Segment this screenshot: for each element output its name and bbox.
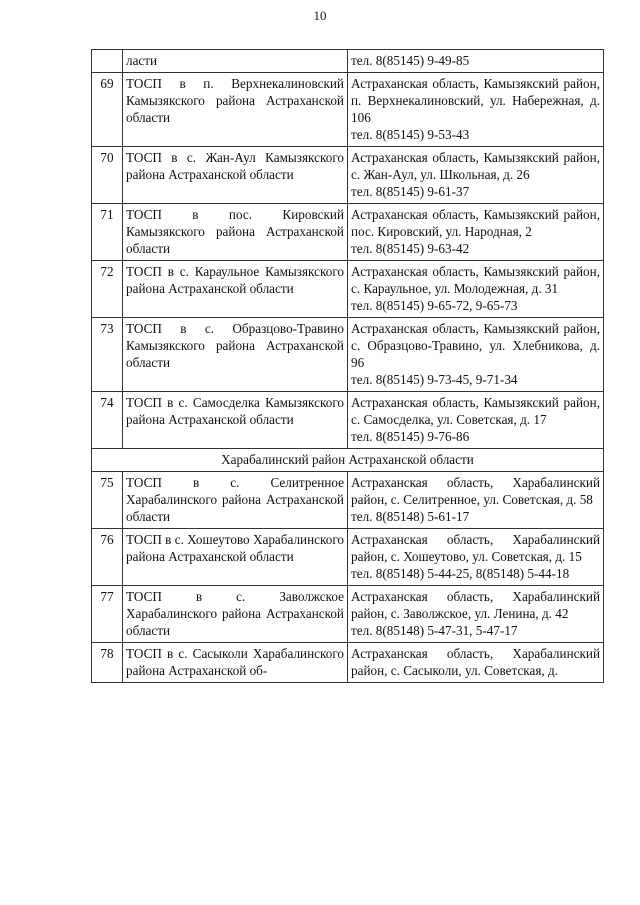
- phone-line: тел. 8(85145) 9-63-42: [351, 241, 470, 256]
- phone-line: тел. 8(85145) 9-76-86: [351, 429, 470, 444]
- phone-line: тел. 8(85145) 9-73-45, 9-71-34: [351, 372, 518, 387]
- office-address: [348, 392, 604, 449]
- row-number: 74: [92, 392, 123, 449]
- office-name: ТОСП в с. Селитренное Харабалинского района Астраханской области: [123, 472, 348, 529]
- table-row: [92, 392, 604, 449]
- office-address: [348, 472, 604, 529]
- row-number: 78: [92, 643, 123, 683]
- table-row: [92, 204, 604, 261]
- table-row: [92, 643, 604, 683]
- address-line: Астраханская область, Харабалинский район, с. Сасыколи, ул. Советская, д.: [351, 646, 600, 678]
- office-address: [348, 261, 604, 318]
- office-address: [348, 204, 604, 261]
- table-row: [92, 472, 604, 529]
- section-title: Харабалинский район Астраханской области: [92, 449, 604, 472]
- row-number: 71: [92, 204, 123, 261]
- office-name: ТОСП в с. Караульное Камызякского района Астраханской области: [123, 261, 348, 318]
- row-number: 76: [92, 529, 123, 586]
- section-header-row: [92, 449, 604, 472]
- table-row: [92, 50, 604, 73]
- row-number: 69: [92, 73, 123, 147]
- office-name: ласти: [123, 50, 348, 73]
- row-number: 75: [92, 472, 123, 529]
- phone-line: тел. 8(85145) 9-53-43: [351, 127, 470, 142]
- office-address: [348, 147, 604, 204]
- phone-line: тел. 8(85145) 9-61-37: [351, 184, 470, 199]
- office-address: [348, 50, 604, 73]
- address-line: Астраханская область, Камызякский район, с. Караульное, ул. Молодежная, д. 31: [351, 264, 600, 296]
- office-address: [348, 643, 604, 683]
- office-address: [348, 73, 604, 147]
- phone-line: тел. 8(85148) 5-61-17: [351, 509, 470, 524]
- table-row: [92, 318, 604, 392]
- row-number: [92, 50, 123, 73]
- office-name: ТОСП в с. Сасыколи Харабалинского района Астраханской об-: [123, 643, 348, 683]
- office-address: [348, 529, 604, 586]
- address-line: Астраханская область, Харабалинский район, с. Заволжское, ул. Ленина, д. 42: [351, 589, 600, 621]
- phone-line: тел. 8(85148) 5-44-25, 8(85148) 5-44-18: [351, 566, 570, 581]
- table-row: [92, 529, 604, 586]
- address-line: Астраханская область, Харабалинский район, с. Хошеутово, ул. Советская, д. 15: [351, 532, 600, 564]
- address-line: Астраханская область, Камызякский район, пос. Кировский, ул. Народная, 2: [351, 207, 600, 239]
- row-number: 72: [92, 261, 123, 318]
- address-line: Астраханская область, Камызякский район, с. Жан-Аул, ул. Школьная, д. 26: [351, 150, 600, 182]
- table-row: [92, 147, 604, 204]
- address-line: Астраханская область, Камызякский район, с. Образцово-Травино, ул. Хлебникова, д. 96: [351, 321, 600, 370]
- page-number: 10: [313, 8, 327, 23]
- office-name: ТОСП в п. Верхнекалиновский Камызякского района Астраханской области: [123, 73, 348, 147]
- office-name: ТОСП в пос. Кировский Камызякского района Астраханской области: [123, 204, 348, 261]
- office-name: ТОСП в с. Хошеутово Харабалинского района Астраханской области: [123, 529, 348, 586]
- row-number: 70: [92, 147, 123, 204]
- phone-line: тел. 8(85145) 9-49-85: [351, 53, 470, 68]
- table-body: [92, 50, 604, 683]
- registry-table: [91, 49, 604, 683]
- office-name: ТОСП в с. Заволжское Харабалинского района Астраханской области: [123, 586, 348, 643]
- phone-line: тел. 8(85148) 5-47-31, 5-47-17: [351, 623, 518, 638]
- table-row: [92, 261, 604, 318]
- office-name: ТОСП в с. Самосделка Камызякского района Астраханской области: [123, 392, 348, 449]
- office-name: ТОСП в с. Образцово-Травино Камызякского района Астраханской области: [123, 318, 348, 392]
- row-number: 73: [92, 318, 123, 392]
- table-row: [92, 586, 604, 643]
- row-number: 77: [92, 586, 123, 643]
- address-line: Астраханская область, Харабалинский район, с. Селитренное, ул. Советская, д. 58: [351, 475, 600, 507]
- office-name: ТОСП в с. Жан-Аул Камызякского района Астраханской области: [123, 147, 348, 204]
- address-line: Астраханская область, Камызякский район, с. Самосделка, ул. Советская, д. 17: [351, 395, 600, 427]
- office-address: [348, 586, 604, 643]
- table-row: [92, 73, 604, 147]
- phone-line: тел. 8(85145) 9-65-72, 9-65-73: [351, 298, 518, 313]
- office-address: [348, 318, 604, 392]
- address-line: Астраханская область, Камызякский район, п. Верхнекалиновский, ул. Набережная, д. 106: [351, 76, 600, 125]
